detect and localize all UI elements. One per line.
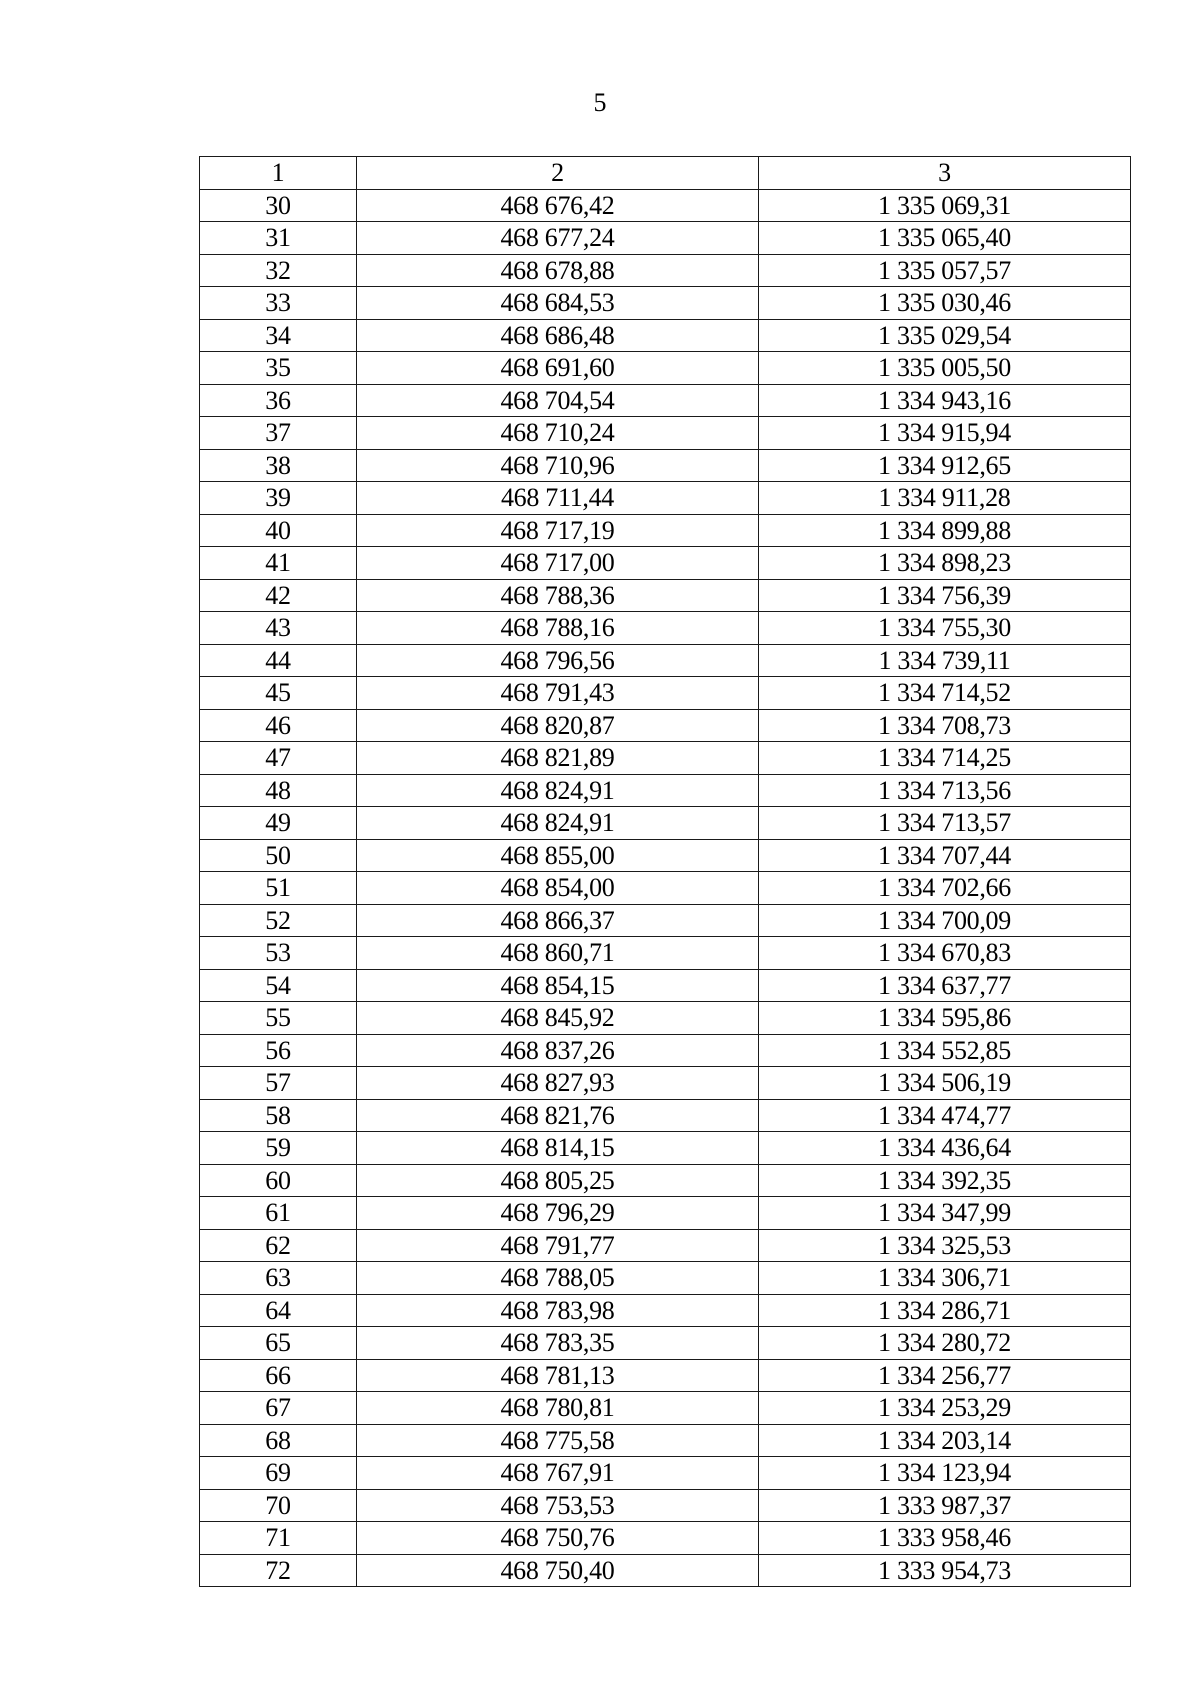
point-number-cell: 38 (200, 449, 357, 482)
y-coordinate-cell: 1 334 943,16 (759, 384, 1131, 417)
y-coordinate-cell: 1 334 436,64 (759, 1132, 1131, 1165)
table-row (200, 774, 1131, 807)
point-number-cell: 47 (200, 742, 357, 775)
y-coordinate-cell: 1 334 915,94 (759, 417, 1131, 450)
x-coordinate-cell: 468 824,91 (357, 807, 759, 840)
point-number-cell: 53 (200, 937, 357, 970)
x-coordinate-cell: 468 854,00 (357, 872, 759, 905)
table-row (200, 287, 1131, 320)
point-number-cell: 59 (200, 1132, 357, 1165)
table-row (200, 222, 1131, 255)
x-coordinate-cell: 468 775,58 (357, 1424, 759, 1457)
table-row (200, 937, 1131, 970)
x-coordinate-cell: 468 686,48 (357, 319, 759, 352)
table-row (200, 189, 1131, 222)
y-coordinate-cell: 1 334 506,19 (759, 1067, 1131, 1100)
point-number-cell: 57 (200, 1067, 357, 1100)
point-number-cell: 67 (200, 1392, 357, 1425)
table-row (200, 644, 1131, 677)
y-coordinate-cell: 1 334 595,86 (759, 1002, 1131, 1035)
table-row (200, 1132, 1131, 1165)
table-row (200, 1067, 1131, 1100)
point-number-cell: 64 (200, 1294, 357, 1327)
y-coordinate-cell: 1 334 552,85 (759, 1034, 1131, 1067)
y-coordinate-cell: 1 334 392,35 (759, 1164, 1131, 1197)
point-number-cell: 34 (200, 319, 357, 352)
point-number-cell: 42 (200, 579, 357, 612)
point-number-cell: 50 (200, 839, 357, 872)
x-coordinate-cell: 468 704,54 (357, 384, 759, 417)
table-row (200, 807, 1131, 840)
point-number-cell: 45 (200, 677, 357, 710)
table-row (200, 1164, 1131, 1197)
y-coordinate-cell: 1 334 123,94 (759, 1457, 1131, 1490)
x-coordinate-cell: 468 781,13 (357, 1359, 759, 1392)
y-coordinate-cell: 1 333 987,37 (759, 1489, 1131, 1522)
y-coordinate-cell: 1 334 286,71 (759, 1294, 1131, 1327)
y-coordinate-cell: 1 335 069,31 (759, 189, 1131, 222)
table-row (200, 1229, 1131, 1262)
x-coordinate-cell: 468 717,19 (357, 514, 759, 547)
point-number-cell: 61 (200, 1197, 357, 1230)
table-row (200, 839, 1131, 872)
table-row (200, 677, 1131, 710)
point-number-cell: 30 (200, 189, 357, 222)
table-row (200, 417, 1131, 450)
y-coordinate-cell: 1 333 958,46 (759, 1522, 1131, 1555)
x-coordinate-cell: 468 855,00 (357, 839, 759, 872)
x-coordinate-cell: 468 780,81 (357, 1392, 759, 1425)
table-header (200, 157, 1131, 190)
table-row (200, 514, 1131, 547)
point-number-cell: 51 (200, 872, 357, 905)
point-number-cell: 44 (200, 644, 357, 677)
table-row (200, 254, 1131, 287)
table-row (200, 352, 1131, 385)
x-coordinate-cell: 468 854,15 (357, 969, 759, 1002)
y-coordinate-cell: 1 334 756,39 (759, 579, 1131, 612)
table-row (200, 1294, 1131, 1327)
table-row (200, 709, 1131, 742)
table-row (200, 1262, 1131, 1295)
y-coordinate-cell: 1 334 714,25 (759, 742, 1131, 775)
header-cell-1: 1 (200, 157, 357, 190)
y-coordinate-cell: 1 334 253,29 (759, 1392, 1131, 1425)
point-number-cell: 41 (200, 547, 357, 580)
y-coordinate-cell: 1 334 637,77 (759, 969, 1131, 1002)
table-row (200, 612, 1131, 645)
y-coordinate-cell: 1 333 954,73 (759, 1554, 1131, 1587)
table-row (200, 1392, 1131, 1425)
x-coordinate-cell: 468 791,77 (357, 1229, 759, 1262)
y-coordinate-cell: 1 335 065,40 (759, 222, 1131, 255)
y-coordinate-cell: 1 334 899,88 (759, 514, 1131, 547)
y-coordinate-cell: 1 334 911,28 (759, 482, 1131, 515)
x-coordinate-cell: 468 677,24 (357, 222, 759, 255)
point-number-cell: 46 (200, 709, 357, 742)
y-coordinate-cell: 1 334 713,56 (759, 774, 1131, 807)
page-number: 5 (593, 88, 607, 117)
point-number-cell: 48 (200, 774, 357, 807)
point-number-cell: 68 (200, 1424, 357, 1457)
x-coordinate-cell: 468 860,71 (357, 937, 759, 970)
point-number-cell: 32 (200, 254, 357, 287)
y-coordinate-cell: 1 334 912,65 (759, 449, 1131, 482)
x-coordinate-cell: 468 676,42 (357, 189, 759, 222)
y-coordinate-cell: 1 335 030,46 (759, 287, 1131, 320)
table-row (200, 1522, 1131, 1555)
point-number-cell: 54 (200, 969, 357, 1002)
table-row (200, 1197, 1131, 1230)
y-coordinate-cell: 1 334 306,71 (759, 1262, 1131, 1295)
point-number-cell: 62 (200, 1229, 357, 1262)
x-coordinate-cell: 468 750,76 (357, 1522, 759, 1555)
x-coordinate-cell: 468 684,53 (357, 287, 759, 320)
table-row (200, 1327, 1131, 1360)
y-coordinate-cell: 1 334 708,73 (759, 709, 1131, 742)
y-coordinate-cell: 1 334 713,57 (759, 807, 1131, 840)
x-coordinate-cell: 468 827,93 (357, 1067, 759, 1100)
table-row (200, 1489, 1131, 1522)
x-coordinate-cell: 468 717,00 (357, 547, 759, 580)
point-number-cell: 43 (200, 612, 357, 645)
point-number-cell: 33 (200, 287, 357, 320)
point-number-cell: 52 (200, 904, 357, 937)
y-coordinate-cell: 1 334 280,72 (759, 1327, 1131, 1360)
x-coordinate-cell: 468 821,76 (357, 1099, 759, 1132)
table-row (200, 1099, 1131, 1132)
y-coordinate-cell: 1 334 203,14 (759, 1424, 1131, 1457)
x-coordinate-cell: 468 710,96 (357, 449, 759, 482)
y-coordinate-cell: 1 334 347,99 (759, 1197, 1131, 1230)
y-coordinate-cell: 1 334 714,52 (759, 677, 1131, 710)
table-row (200, 742, 1131, 775)
table-body (200, 189, 1131, 1587)
x-coordinate-cell: 468 791,43 (357, 677, 759, 710)
point-number-cell: 58 (200, 1099, 357, 1132)
y-coordinate-cell: 1 334 755,30 (759, 612, 1131, 645)
x-coordinate-cell: 468 767,91 (357, 1457, 759, 1490)
table-row (200, 969, 1131, 1002)
point-number-cell: 55 (200, 1002, 357, 1035)
x-coordinate-cell: 468 788,16 (357, 612, 759, 645)
x-coordinate-cell: 468 678,88 (357, 254, 759, 287)
table-row (200, 872, 1131, 905)
x-coordinate-cell: 468 788,05 (357, 1262, 759, 1295)
y-coordinate-cell: 1 334 707,44 (759, 839, 1131, 872)
x-coordinate-cell: 468 750,40 (357, 1554, 759, 1587)
point-number-cell: 37 (200, 417, 357, 450)
x-coordinate-cell: 468 783,98 (357, 1294, 759, 1327)
x-coordinate-cell: 468 820,87 (357, 709, 759, 742)
x-coordinate-cell: 468 691,60 (357, 352, 759, 385)
table-row (200, 1002, 1131, 1035)
point-number-cell: 39 (200, 482, 357, 515)
table-row (200, 1554, 1131, 1587)
x-coordinate-cell: 468 805,25 (357, 1164, 759, 1197)
y-coordinate-cell: 1 334 700,09 (759, 904, 1131, 937)
y-coordinate-cell: 1 335 005,50 (759, 352, 1131, 385)
point-number-cell: 66 (200, 1359, 357, 1392)
header-cell-2: 2 (357, 157, 759, 190)
x-coordinate-cell: 468 788,36 (357, 579, 759, 612)
point-number-cell: 63 (200, 1262, 357, 1295)
point-number-cell: 65 (200, 1327, 357, 1360)
x-coordinate-cell: 468 837,26 (357, 1034, 759, 1067)
point-number-cell: 36 (200, 384, 357, 417)
point-number-cell: 35 (200, 352, 357, 385)
x-coordinate-cell: 468 814,15 (357, 1132, 759, 1165)
point-number-cell: 70 (200, 1489, 357, 1522)
point-number-cell: 71 (200, 1522, 357, 1555)
table-row (200, 904, 1131, 937)
y-coordinate-cell: 1 334 670,83 (759, 937, 1131, 970)
x-coordinate-cell: 468 866,37 (357, 904, 759, 937)
table-row (200, 1034, 1131, 1067)
table-row (200, 1457, 1131, 1490)
table-header-row (200, 157, 1131, 190)
table-row (200, 1359, 1131, 1392)
header-cell-3: 3 (759, 157, 1131, 190)
x-coordinate-cell: 468 783,35 (357, 1327, 759, 1360)
coordinates-table (199, 156, 1131, 1587)
table-row (200, 579, 1131, 612)
point-number-cell: 31 (200, 222, 357, 255)
y-coordinate-cell: 1 335 057,57 (759, 254, 1131, 287)
y-coordinate-cell: 1 334 325,53 (759, 1229, 1131, 1262)
x-coordinate-cell: 468 710,24 (357, 417, 759, 450)
x-coordinate-cell: 468 845,92 (357, 1002, 759, 1035)
y-coordinate-cell: 1 334 739,11 (759, 644, 1131, 677)
y-coordinate-cell: 1 335 029,54 (759, 319, 1131, 352)
point-number-cell: 40 (200, 514, 357, 547)
y-coordinate-cell: 1 334 256,77 (759, 1359, 1131, 1392)
point-number-cell: 72 (200, 1554, 357, 1587)
x-coordinate-cell: 468 796,56 (357, 644, 759, 677)
table-row (200, 1424, 1131, 1457)
point-number-cell: 49 (200, 807, 357, 840)
point-number-cell: 60 (200, 1164, 357, 1197)
table-row (200, 482, 1131, 515)
x-coordinate-cell: 468 711,44 (357, 482, 759, 515)
y-coordinate-cell: 1 334 702,66 (759, 872, 1131, 905)
x-coordinate-cell: 468 824,91 (357, 774, 759, 807)
table-row (200, 449, 1131, 482)
x-coordinate-cell: 468 753,53 (357, 1489, 759, 1522)
table-row (200, 319, 1131, 352)
table-row (200, 384, 1131, 417)
table-row (200, 547, 1131, 580)
x-coordinate-cell: 468 821,89 (357, 742, 759, 775)
point-number-cell: 69 (200, 1457, 357, 1490)
point-number-cell: 56 (200, 1034, 357, 1067)
y-coordinate-cell: 1 334 474,77 (759, 1099, 1131, 1132)
y-coordinate-cell: 1 334 898,23 (759, 547, 1131, 580)
x-coordinate-cell: 468 796,29 (357, 1197, 759, 1230)
